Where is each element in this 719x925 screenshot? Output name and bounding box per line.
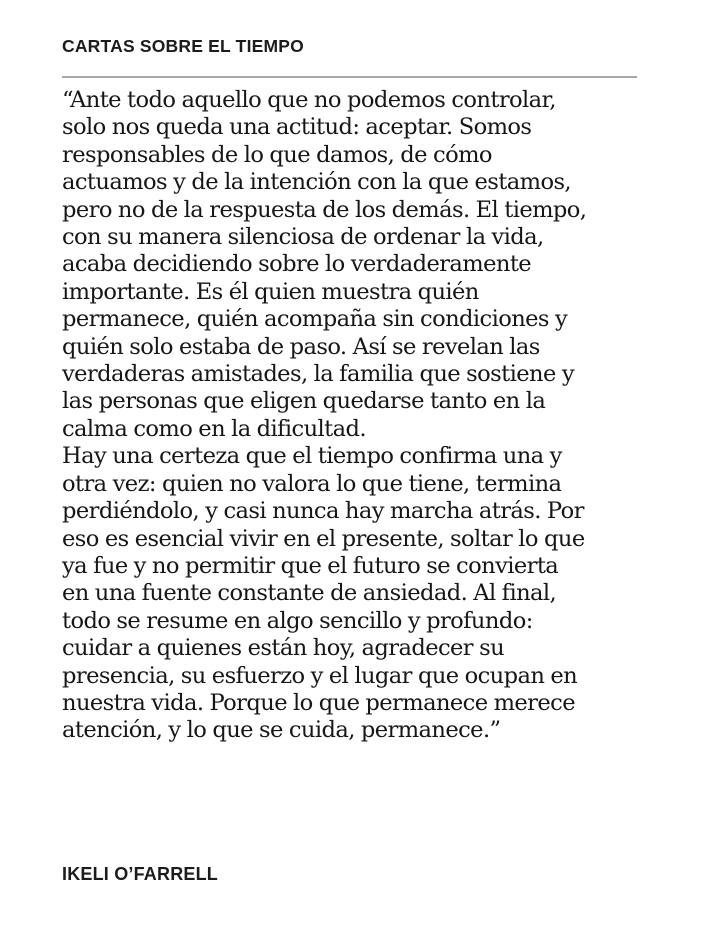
text-line: perdiéndolo, y casi nunca hay marcha atrás. Por xyxy=(62,498,584,525)
text-line: importante. Es él quien muestra quién xyxy=(62,278,479,305)
text-line: otra vez: quien no valora lo que tiene, termina xyxy=(62,470,562,497)
text-line: presencia, su esfuerzo y el lugar que ocupan en xyxy=(62,662,578,689)
text-line: nuestra vida. Porque lo que permanece merece xyxy=(62,689,575,716)
letter-body xyxy=(62,87,652,745)
header-divider xyxy=(62,76,637,78)
text-line: las personas que eligen quedarse tanto en la xyxy=(62,388,546,415)
text-line: pero no de la respuesta de los demás. El tiempo, xyxy=(62,196,587,223)
text-line: con su manera silenciosa de ordenar la vida, xyxy=(62,224,544,251)
text-line: “Ante todo aquello que no podemos controlar, xyxy=(62,87,556,113)
text-line: verdaderas amistades, la familia que sostiene y xyxy=(62,361,574,388)
section-title: CARTAS SOBRE EL TIEMPO xyxy=(62,36,304,56)
text-line: quién solo estaba de paso. Así se revelan las xyxy=(62,333,540,360)
text-line: Hay una certeza que el tiempo confirma una y xyxy=(62,443,562,470)
text-line: atención, y lo que se cuida, permanece.” xyxy=(62,717,501,744)
text-line: en una fuente constante de ansiedad. Al final, xyxy=(62,580,557,607)
author-signature: IKELI O’FARRELL xyxy=(62,864,218,884)
text-line: actuamos y de la intención con la que estamos, xyxy=(62,169,572,196)
text-line: eso es esencial vivir en el presente, soltar lo que xyxy=(62,525,585,552)
text-line: solo nos queda una actitud: aceptar. Somos xyxy=(62,114,532,141)
text-line: calma como en la dificultad. xyxy=(62,415,366,442)
text-line: permanece, quién acompaña sin condiciones y xyxy=(62,306,568,333)
text-line: ya fue y no permitir que el futuro se convierta xyxy=(62,552,559,579)
text-line: acaba decidiendo sobre lo verdaderamente xyxy=(62,251,532,278)
text-line: todo se resume en algo sencillo y profundo: xyxy=(62,607,533,634)
text-line: responsables de lo que damos, de cómo xyxy=(62,141,492,168)
text-line: cuidar a quienes están hoy, agradecer su xyxy=(62,635,505,662)
